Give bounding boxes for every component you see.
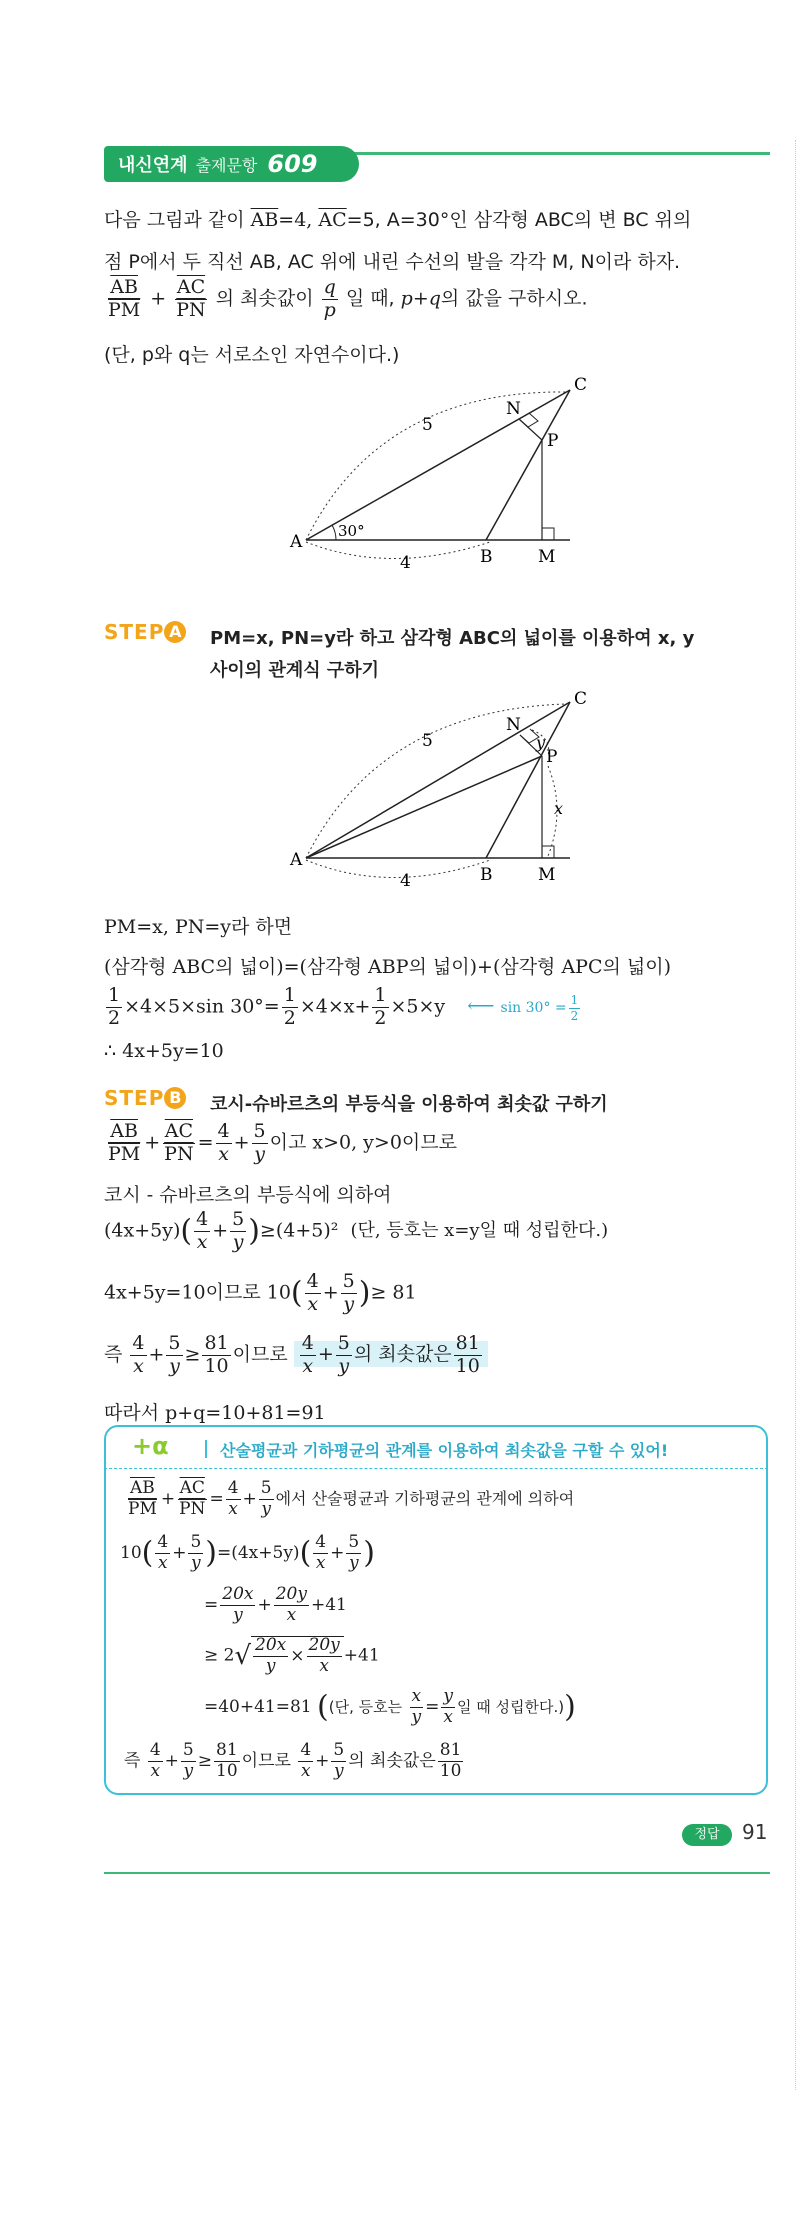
denominator: y — [343, 1292, 355, 1315]
numerator: $\overline{AB}$ — [110, 1120, 138, 1142]
denominator: 2 — [108, 1006, 121, 1029]
denominator: PM — [128, 1498, 157, 1519]
text: =(4x+5y) — [216, 1542, 300, 1563]
alpha-title: 산술평균과 기하평균의 관계를 이용하여 최솟값을 구할 수 있어! — [220, 1441, 669, 1460]
numerator: y — [443, 1686, 453, 1706]
sol-a-line-1: PM=x, PN=y라 하면 — [104, 916, 293, 938]
denominator: x — [133, 1354, 144, 1377]
numerator: 1 — [108, 984, 121, 1006]
text: 의 최솟값은 — [353, 1343, 452, 1366]
denominator: p — [323, 298, 336, 321]
numerator: 4 — [315, 1532, 327, 1552]
fraction — [313, 1534, 328, 1573]
problem-line-1 — [104, 205, 691, 232]
text: + — [322, 1281, 339, 1304]
numerator: x — [411, 1686, 422, 1706]
alpha-separator — [205, 1440, 207, 1458]
text: +41 — [343, 1645, 380, 1666]
fraction — [220, 1586, 255, 1625]
denominator: 2 — [283, 1006, 296, 1029]
alpha-line-2: 10( $\frac{4}{x}$ + $\frac{5}{y}$ )=(4x+5y)( $\frac{4}{x}$ + $\frac{5}{y}$ ) — [120, 1532, 375, 1573]
numerator: 4 — [300, 1740, 312, 1760]
alpha-line-6 — [124, 1742, 465, 1781]
denominator: PM — [108, 298, 141, 321]
text: = — [209, 1488, 224, 1509]
numerator: 4 — [227, 1478, 239, 1498]
numerator: 5 — [333, 1740, 345, 1760]
sol-b-line-6: 따라서 p+q=10+81=91 — [104, 1402, 326, 1424]
label-M: M — [538, 865, 556, 885]
denominator: y — [411, 1706, 422, 1727]
text: ≥ 2 — [204, 1645, 235, 1666]
text: 즉 — [124, 1750, 141, 1771]
text: + — [212, 1219, 229, 1242]
denominator: 10 — [439, 1760, 462, 1781]
arrow-left-icon: ⟵ — [467, 995, 495, 1018]
text: 의 값을 구하시오. — [440, 287, 588, 310]
fraction — [174, 278, 207, 321]
fraction — [106, 1122, 142, 1165]
fraction — [202, 1334, 230, 1377]
label-C: C — [574, 690, 588, 709]
denominator: x — [286, 1604, 297, 1625]
side-ac — [306, 390, 570, 540]
text: + — [242, 1488, 257, 1509]
sol-a-line-3 — [104, 986, 582, 1029]
denominator: y — [191, 1552, 201, 1573]
denominator: 2 — [570, 1008, 579, 1023]
text: 4x+5y=10이므로 10 — [104, 1281, 291, 1304]
step-a-label — [104, 620, 186, 644]
numerator: 20x — [255, 1635, 287, 1655]
text: (4x+5y) — [104, 1219, 181, 1242]
denominator: x — [150, 1760, 161, 1781]
text: + — [164, 1750, 179, 1771]
right-angle-n — [519, 413, 538, 427]
text: 의 최솟값이 — [215, 287, 314, 310]
text: + — [233, 1131, 250, 1154]
text: 즉 — [104, 1343, 123, 1366]
denominator: x — [218, 1142, 229, 1165]
label-B: B — [480, 865, 493, 885]
fraction — [569, 994, 581, 1022]
denominator: x — [196, 1230, 208, 1253]
fraction — [298, 1742, 313, 1781]
label-N: N — [506, 715, 521, 735]
alpha-divider — [104, 1468, 768, 1470]
triangle-figure-2 — [270, 690, 610, 895]
side-ac — [306, 702, 570, 858]
numerator: 4 — [149, 1740, 161, 1760]
step-a-title-2: 사이의 관계식 구하기 — [210, 660, 380, 681]
fraction — [230, 1210, 246, 1253]
numerator: 5 — [342, 1270, 355, 1292]
header-badge — [104, 146, 359, 182]
text: =40+41=81 — [204, 1696, 312, 1717]
denominator: y — [334, 1760, 344, 1781]
sol-b-line-5 — [104, 1334, 488, 1377]
step-letter: A — [164, 621, 186, 643]
step-b-label — [104, 1086, 186, 1110]
label-N: N — [506, 399, 521, 419]
text: (단, 등호는 x=y일 때 성립한다.) — [350, 1220, 609, 1242]
fraction — [130, 1334, 146, 1377]
fraction — [274, 1586, 309, 1625]
fraction — [194, 1210, 210, 1253]
numerator: 81 — [204, 1332, 229, 1354]
denominator: PM — [108, 1142, 141, 1165]
right-angle-m — [542, 528, 554, 540]
numerator: 1 — [570, 993, 579, 1008]
numerator: 81 — [455, 1332, 480, 1354]
label-5: 5 — [422, 731, 433, 751]
fraction — [181, 1742, 196, 1781]
label-C: C — [574, 375, 588, 395]
arc-4 — [306, 860, 490, 878]
fraction — [226, 1480, 241, 1519]
numerator: 20y — [308, 1635, 340, 1655]
numerator: 5 — [337, 1332, 350, 1354]
fraction — [106, 986, 122, 1029]
denominator: PN — [176, 298, 206, 321]
alpha-line-4 — [204, 1636, 380, 1676]
problem-line-2: 점 P에서 두 직선 AB, AC 위에 내린 수선의 발을 각각 M, N이라 하자. — [104, 251, 681, 273]
numerator: 4 — [217, 1120, 230, 1142]
fraction — [372, 986, 388, 1029]
footer-rule — [104, 1872, 770, 1874]
fraction — [341, 1272, 357, 1315]
sol-b-line-1 — [104, 1122, 457, 1165]
text: + — [257, 1594, 272, 1615]
arc-4 — [306, 542, 490, 559]
label-A: A — [290, 850, 303, 870]
denominator: y — [232, 1230, 244, 1253]
denominator: PN — [164, 1142, 194, 1165]
fraction — [259, 1480, 274, 1519]
text: = — [197, 1131, 214, 1154]
label-5: 5 — [422, 415, 433, 435]
text: 일 때 성립한다.) — [457, 1697, 565, 1716]
text: p+q — [400, 287, 441, 310]
fraction — [166, 1334, 182, 1377]
fraction — [155, 1534, 170, 1573]
fraction — [214, 1742, 240, 1781]
alpha-line-1 — [124, 1480, 574, 1519]
fraction — [322, 278, 338, 321]
fraction — [410, 1688, 424, 1727]
fraction — [282, 986, 298, 1029]
sol-b-line-4: 4x+5y=10이므로 10( $\frac{4}{x}$ + $\frac{5}{y}$ )≥ 81 — [104, 1270, 417, 1315]
sqrt-body — [251, 1636, 344, 1676]
numerator: $\overline{AB}$ — [110, 276, 138, 298]
page-number: 91 — [742, 1820, 768, 1844]
numerator: 4 — [132, 1332, 145, 1354]
text: (단, 등호는 — [328, 1697, 403, 1716]
side-bc — [486, 702, 570, 858]
numerator: 5 — [182, 1740, 194, 1760]
alpha-line-5: =40+41=81 ((단, 등호는 $\frac{x}{y}$ = $\frac{y}{x}$ 일 때 성립한다.)) — [204, 1686, 576, 1727]
alpha-tag: +α — [132, 1432, 169, 1460]
step-b-title: 코시-슈바르츠의 부등식을 이용하여 최솟값 구하기 — [210, 1094, 608, 1115]
numerator: 5 — [190, 1532, 202, 1552]
label-y: y — [536, 733, 546, 752]
text: + — [317, 1343, 334, 1366]
numerator: 4 — [196, 1208, 209, 1230]
denominator: x — [300, 1760, 311, 1781]
numerator: 5 — [260, 1478, 272, 1498]
numerator: $\overline{AC}$ — [176, 276, 206, 298]
fraction — [162, 1122, 195, 1165]
text: =5, A=30°인 삼각형 ABC의 변 BC 위의 — [346, 209, 692, 231]
step-word: STEP — [104, 1086, 165, 1110]
numerator: 1 — [283, 984, 296, 1006]
problem-line-3: $\frac{\overline{AB}}{PM}$ + $\frac{\overline{AC}}{PN}$ 의 최솟값이 $\frac{q}{p}$ 일 때, p+q의 값을 구하시오. — [108, 276, 588, 321]
step-a-title-1: PM=x, PN=y라 하고 삼각형 ABC의 넓이를 이용하여 x, y — [210, 628, 695, 649]
fraction — [177, 1480, 207, 1519]
margin-rule — [795, 140, 796, 2090]
sin-note — [500, 993, 583, 1023]
segment-ap — [306, 756, 542, 858]
badge-sub: 출제문항 — [195, 155, 258, 175]
problem-number: 609 — [267, 150, 318, 178]
label-4: 4 — [400, 871, 411, 891]
text: 10 — [120, 1542, 142, 1563]
label-P: P — [547, 431, 559, 451]
denominator: x — [157, 1552, 168, 1573]
text: + — [330, 1542, 345, 1563]
numerator: 4 — [157, 1532, 169, 1552]
segment-ac: $\overline{AC}$ — [318, 209, 347, 231]
right-angle-m — [542, 846, 554, 858]
fraction — [307, 1637, 342, 1676]
label-angle: 30° — [338, 522, 365, 540]
text: + — [160, 1488, 176, 1509]
fraction — [252, 1122, 268, 1165]
label-A: A — [290, 532, 303, 552]
denominator: PN — [179, 1498, 206, 1519]
text: 일 때, — [345, 287, 395, 310]
text: ≥(4+5)² — [259, 1219, 339, 1242]
denominator: y — [265, 1655, 276, 1676]
answer-badge: 정답 — [682, 1824, 732, 1846]
label-P: P — [546, 747, 558, 767]
denominator: y — [338, 1354, 350, 1377]
side-bc — [486, 390, 570, 540]
text: ≥ 81 — [370, 1281, 417, 1304]
text: 이므로 — [241, 1750, 291, 1771]
numerator: 81 — [216, 1740, 238, 1760]
text: × — [290, 1645, 305, 1666]
step-letter: B — [164, 1087, 186, 1109]
alpha-line-3 — [204, 1586, 347, 1625]
numerator: $\overline{AC}$ — [164, 1120, 194, 1142]
denominator: 10 — [455, 1354, 480, 1377]
text: ×5×y — [390, 995, 446, 1018]
fraction — [148, 1742, 163, 1781]
problem-line-4: (단, p와 q는 서로소인 자연수이다.) — [104, 344, 400, 366]
denominator: y — [254, 1142, 265, 1165]
denominator: x — [443, 1706, 453, 1727]
numerator: $\overline{AB}$ — [130, 1478, 155, 1498]
numerator: $\overline{AC}$ — [179, 1478, 205, 1498]
denominator: 10 — [204, 1354, 229, 1377]
denominator: y — [183, 1760, 194, 1781]
denominator: y — [169, 1354, 180, 1377]
denominator: 10 — [216, 1760, 238, 1781]
text: 이므로 — [232, 1343, 288, 1366]
sol-b-line-2: 코시 - 슈바르츠의 부등식에 의하여 — [104, 1184, 392, 1206]
step-word: STEP — [104, 620, 165, 644]
text: sin 30° = — [500, 1000, 567, 1017]
denominator: x — [228, 1498, 238, 1519]
numerator: 5 — [232, 1208, 245, 1230]
label-4: 4 — [400, 553, 411, 573]
denominator: y — [348, 1552, 359, 1573]
denominator: x — [315, 1552, 326, 1573]
text: =4, — [278, 209, 313, 231]
triangle-figure-1 — [270, 370, 610, 575]
fraction — [300, 1334, 316, 1377]
text: 다음 그림과 같이 — [104, 209, 245, 231]
text: 에서 산술평균과 기하평균의 관계에 의하여 — [275, 1488, 575, 1508]
answer-highlight — [294, 1332, 488, 1377]
numerator: 81 — [439, 1740, 462, 1760]
sol-a-line-2: (삼각형 ABC의 넓이)=(삼각형 ABP의 넓이)+(삼각형 APC의 넓이) — [104, 956, 672, 978]
denominator: y — [261, 1498, 271, 1519]
fraction — [106, 278, 142, 321]
denominator: x — [319, 1655, 329, 1676]
text: ×4×5×sin 30°= — [124, 995, 280, 1018]
fraction — [216, 1122, 232, 1165]
text: ≥ — [197, 1750, 212, 1771]
badge-label: 내신연계 — [118, 155, 188, 176]
segment-ab: $\overline{AB}$ — [250, 209, 279, 231]
text: + — [315, 1750, 330, 1771]
numerator: 20y — [275, 1584, 307, 1604]
numerator: 5 — [168, 1332, 181, 1354]
numerator: 4 — [301, 1332, 314, 1354]
fraction — [454, 1334, 482, 1377]
label-M: M — [538, 547, 556, 567]
text: ×4×x+ — [299, 995, 371, 1018]
label-x: x — [554, 799, 564, 818]
fraction — [253, 1637, 288, 1676]
sqrt-icon: √ — [234, 1640, 252, 1671]
text: ≥ — [184, 1343, 201, 1366]
sol-a-line-4: ∴ 4x+5y=10 — [104, 1040, 224, 1062]
fraction — [305, 1272, 321, 1315]
fraction — [441, 1688, 455, 1727]
text: +41 — [310, 1594, 347, 1615]
angle-arc — [332, 525, 336, 540]
text: + — [144, 1131, 161, 1154]
text: + — [172, 1542, 187, 1563]
numerator: 1 — [374, 984, 387, 1006]
fraction — [126, 1480, 159, 1519]
text: 이고 x>0, y>0이므로 — [269, 1131, 457, 1154]
denominator: x — [307, 1292, 319, 1315]
text: = — [204, 1594, 219, 1615]
numerator: q — [323, 276, 336, 298]
label-B: B — [480, 547, 493, 567]
numerator: 20x — [222, 1584, 254, 1604]
fraction — [188, 1534, 203, 1573]
fraction — [331, 1742, 346, 1781]
text: + — [148, 1343, 165, 1366]
denominator: x — [302, 1354, 314, 1377]
denominator: y — [233, 1604, 243, 1625]
text: 의 최솟값은 — [348, 1750, 436, 1771]
denominator: 2 — [374, 1006, 387, 1029]
numerator: 4 — [306, 1270, 319, 1292]
numerator: 5 — [348, 1532, 360, 1552]
fraction — [346, 1534, 361, 1573]
numerator: 5 — [253, 1120, 266, 1142]
sol-b-line-3: (4x+5y)( $\frac{4}{x}$ + $\frac{5}{y}$ )≥(4+5)² (단, 등호는 x=y일 때 성립한다.) — [104, 1208, 609, 1253]
fraction — [438, 1742, 464, 1781]
fraction — [336, 1334, 352, 1377]
